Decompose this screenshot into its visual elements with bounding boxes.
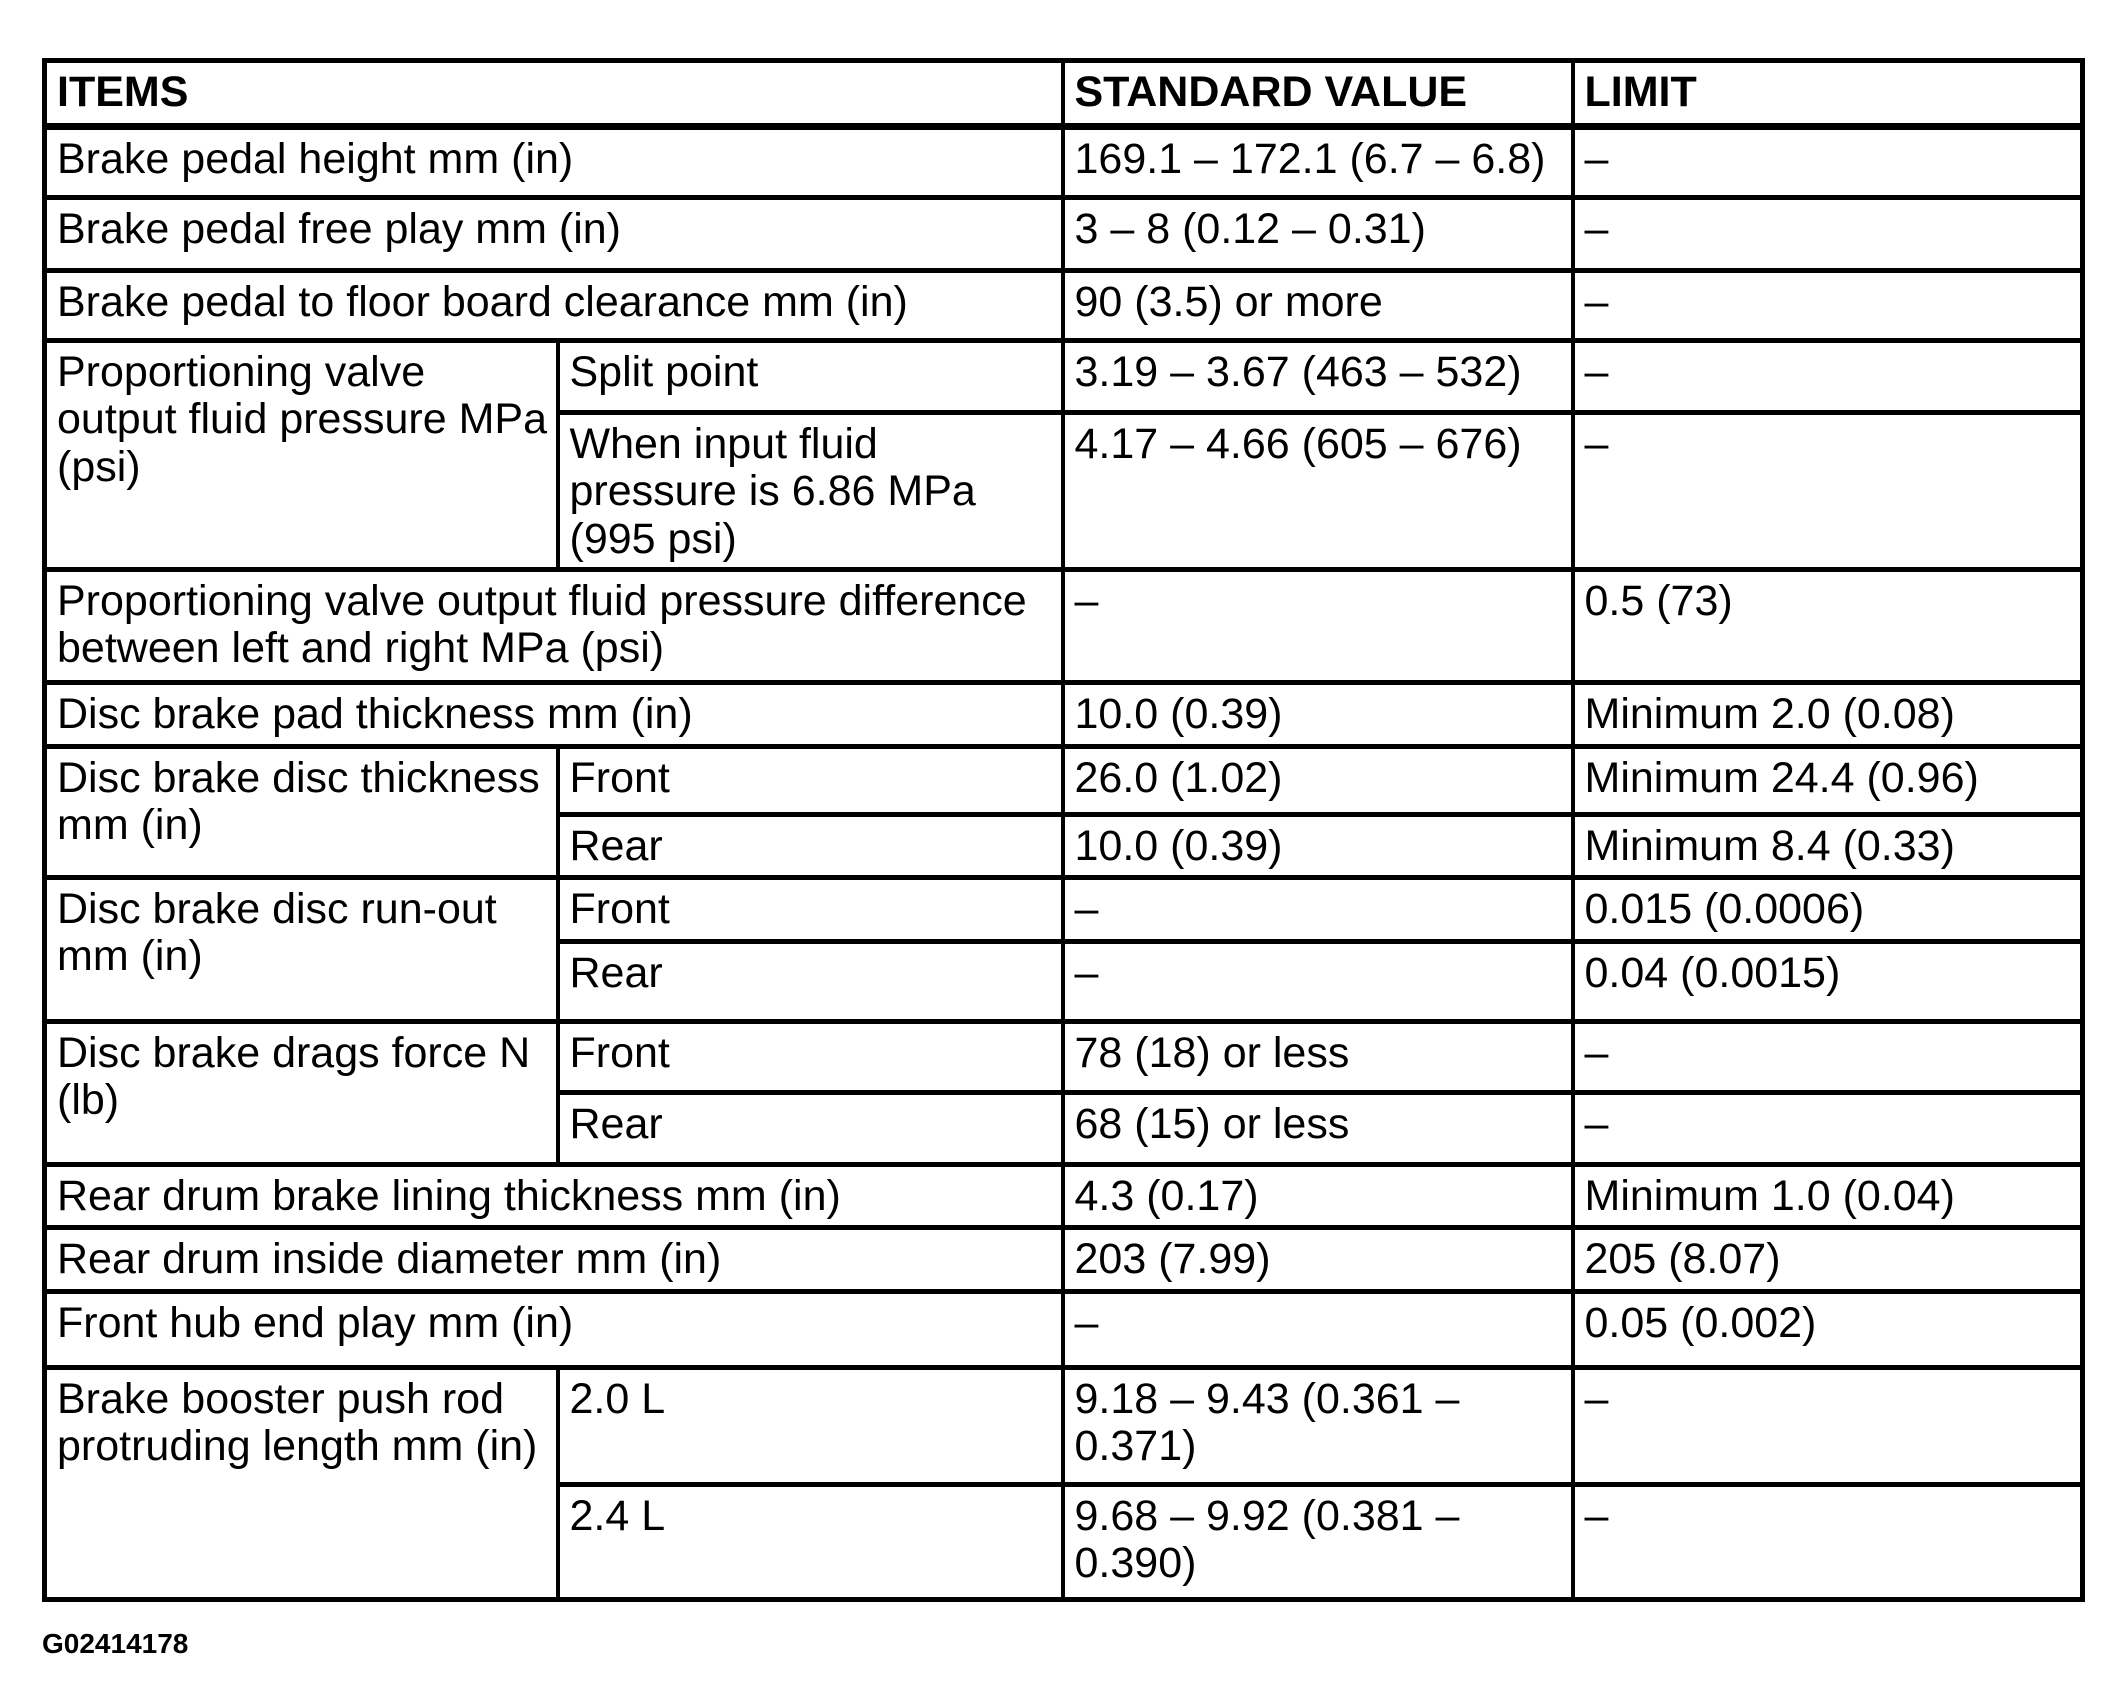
- cell-standard-value: 9.68 – 9.92 (0.381 – 0.390): [1063, 1484, 1573, 1599]
- cell-standard-value: 203 (7.99): [1063, 1227, 1573, 1291]
- col-header-standard-value: STANDARD VALUE: [1063, 61, 1573, 127]
- cell-sub-item: Rear: [558, 1092, 1063, 1164]
- header-row: [45, 61, 2083, 127]
- cell-sub-item: 2.0 L: [558, 1367, 1063, 1484]
- cell-limit: 0.04 (0.0015): [1573, 941, 2083, 1021]
- cell-standard-value: –: [1063, 1291, 1573, 1367]
- cell-standard-value: 78 (18) or less: [1063, 1021, 1573, 1092]
- brake-specs-table: [42, 58, 2085, 1602]
- cell-standard-value: 4.3 (0.17): [1063, 1164, 1573, 1227]
- cell-sub-item: Rear: [558, 941, 1063, 1021]
- cell-item: Rear drum brake lining thickness mm (in): [45, 1164, 1063, 1227]
- table-row: [45, 271, 2083, 341]
- cell-limit: Minimum 24.4 (0.96): [1573, 746, 2083, 814]
- cell-standard-value: 3 – 8 (0.12 – 0.31): [1063, 198, 1573, 271]
- cell-limit: –: [1573, 198, 2083, 271]
- table-row: [45, 127, 2083, 198]
- cell-standard-value: 10.0 (0.39): [1063, 682, 1573, 746]
- table-row: [45, 746, 2083, 814]
- cell-sub-item: Split point: [558, 341, 1063, 413]
- cell-item: Disc brake drags force N (lb): [45, 1021, 558, 1164]
- table-row: [45, 1291, 2083, 1367]
- cell-sub-item: Front: [558, 1021, 1063, 1092]
- cell-limit: 0.05 (0.002): [1573, 1291, 2083, 1367]
- cell-item: Disc brake disc thickness mm (in): [45, 746, 558, 877]
- cell-limit: –: [1573, 1021, 2083, 1092]
- table-row: [45, 1367, 2083, 1484]
- col-header-items: ITEMS: [45, 61, 1063, 127]
- table-row: [45, 198, 2083, 271]
- cell-standard-value: 10.0 (0.39): [1063, 814, 1573, 877]
- table-row: [45, 1164, 2083, 1227]
- cell-standard-value: 26.0 (1.02): [1063, 746, 1573, 814]
- cell-standard-value: 68 (15) or less: [1063, 1092, 1573, 1164]
- cell-item: Proportioning valve output fluid pressure difference between left and right MPa (psi): [45, 569, 1063, 682]
- cell-limit: Minimum 8.4 (0.33): [1573, 814, 2083, 877]
- cell-standard-value: 4.17 – 4.66 (605 – 676): [1063, 413, 1573, 570]
- cell-standard-value: 9.18 – 9.43 (0.361 – 0.371): [1063, 1367, 1573, 1484]
- table-row: [45, 682, 2083, 746]
- cell-item: Brake booster push rod protruding length mm (in): [45, 1367, 558, 1599]
- cell-sub-item: When input fluid pressure is 6.86 MPa (995 psi): [558, 413, 1063, 570]
- cell-sub-item: Front: [558, 877, 1063, 941]
- table-row: [45, 1227, 2083, 1291]
- cell-limit: Minimum 2.0 (0.08): [1573, 682, 2083, 746]
- cell-item: Front hub end play mm (in): [45, 1291, 1063, 1367]
- cell-item: Brake pedal free play mm (in): [45, 198, 1063, 271]
- cell-item: Brake pedal to floor board clearance mm (in): [45, 271, 1063, 341]
- cell-limit: 0.015 (0.0006): [1573, 877, 2083, 941]
- cell-standard-value: –: [1063, 941, 1573, 1021]
- cell-sub-item: 2.4 L: [558, 1484, 1063, 1599]
- cell-sub-item: Front: [558, 746, 1063, 814]
- cell-item: Brake pedal height mm (in): [45, 127, 1063, 198]
- cell-limit: 0.5 (73): [1573, 569, 2083, 682]
- cell-limit: –: [1573, 1367, 2083, 1484]
- cell-limit: 205 (8.07): [1573, 1227, 2083, 1291]
- cell-standard-value: –: [1063, 569, 1573, 682]
- cell-standard-value: –: [1063, 877, 1573, 941]
- cell-limit: –: [1573, 413, 2083, 570]
- cell-standard-value: 169.1 – 172.1 (6.7 – 6.8): [1063, 127, 1573, 198]
- cell-limit: –: [1573, 1092, 2083, 1164]
- figure-id-label: G02414178: [42, 1627, 189, 1659]
- cell-item: Proportioning valve output fluid pressure MPa (psi): [45, 341, 558, 570]
- col-header-limit: LIMIT: [1573, 61, 2083, 127]
- cell-limit: –: [1573, 1484, 2083, 1599]
- table-row: [45, 341, 2083, 413]
- cell-sub-item: Rear: [558, 814, 1063, 877]
- table-row: [45, 877, 2083, 941]
- cell-item: Disc brake pad thickness mm (in): [45, 682, 1063, 746]
- table-row: [45, 569, 2083, 682]
- cell-item: Disc brake disc run-out mm (in): [45, 877, 558, 1021]
- cell-limit: –: [1573, 127, 2083, 198]
- table-row: [45, 1021, 2083, 1092]
- cell-standard-value: 90 (3.5) or more: [1063, 271, 1573, 341]
- cell-standard-value: 3.19 – 3.67 (463 – 532): [1063, 341, 1573, 413]
- cell-limit: –: [1573, 341, 2083, 413]
- cell-limit: –: [1573, 271, 2083, 341]
- cell-item: Rear drum inside diameter mm (in): [45, 1227, 1063, 1291]
- cell-limit: Minimum 1.0 (0.04): [1573, 1164, 2083, 1227]
